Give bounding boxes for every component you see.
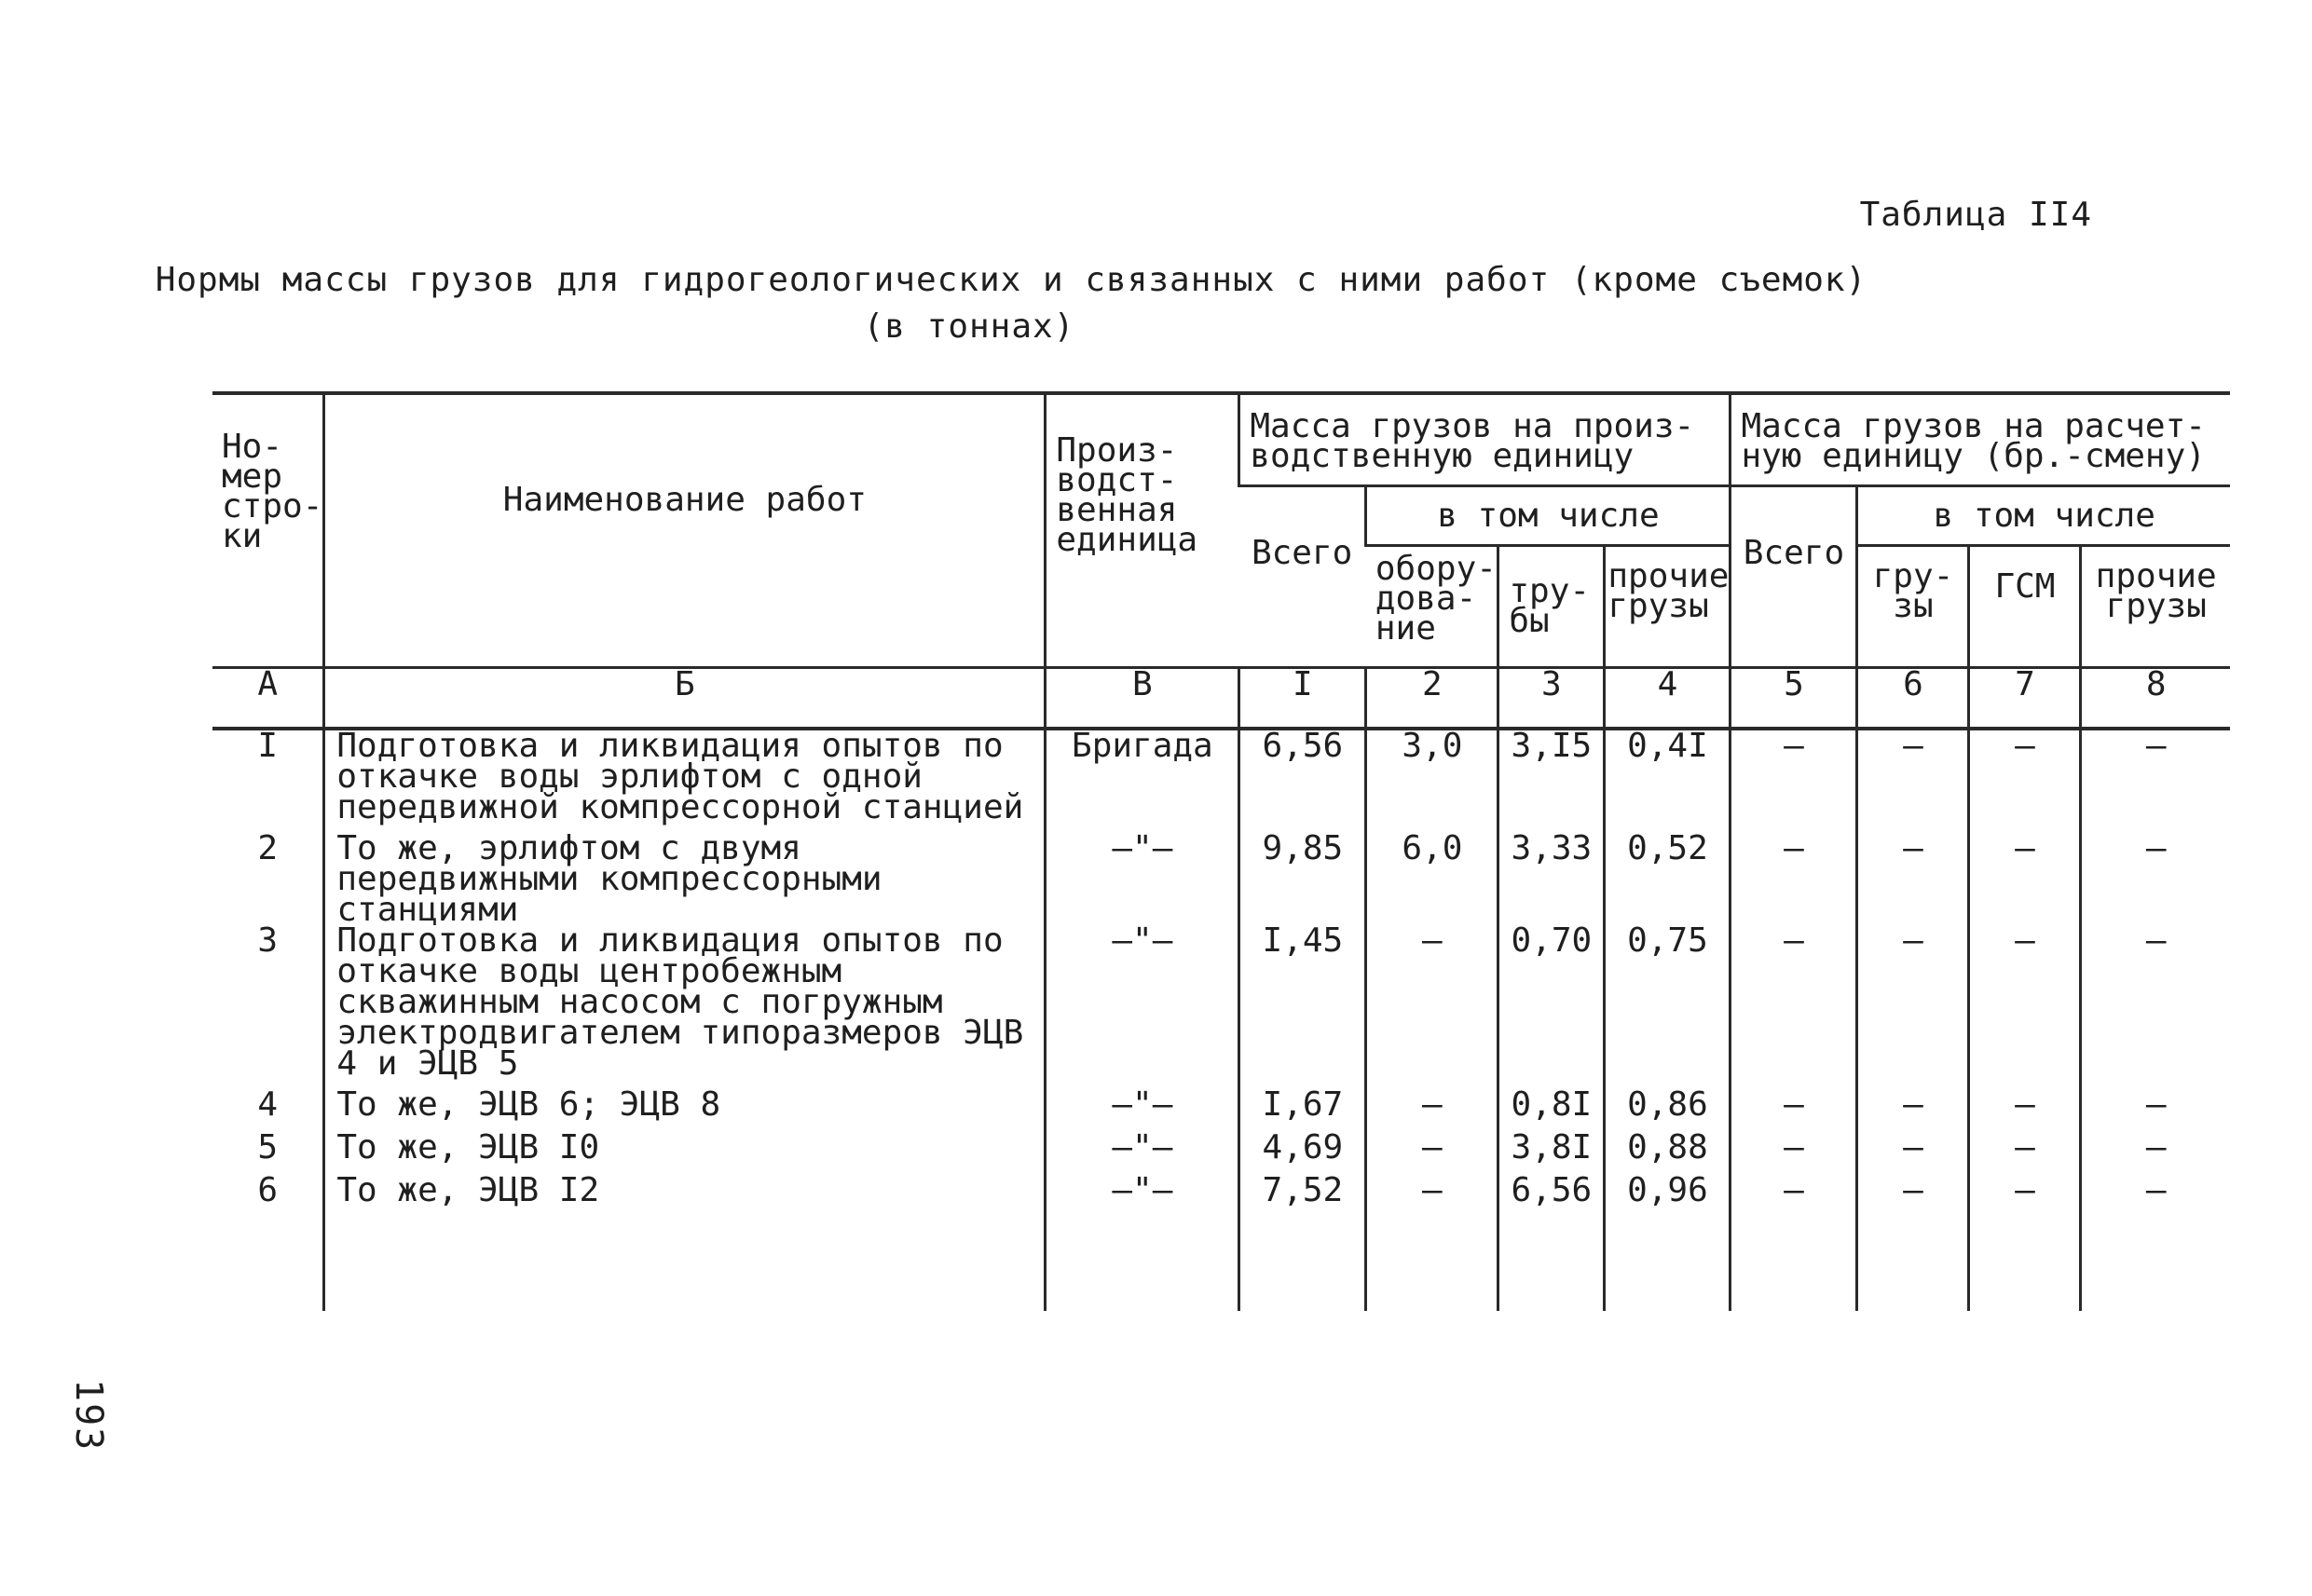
- equipment: 3,0: [1366, 729, 1498, 833]
- total-calc: –: [1731, 729, 1857, 833]
- pipes: 6,56: [1498, 1175, 1605, 1218]
- column-index-row: [212, 668, 2230, 730]
- table-caption: Таблица II4: [1859, 196, 2092, 234]
- work-name: То же, эрлифтом с двумя передвижными компрессорными станциями: [324, 833, 1046, 925]
- column-index: Б: [324, 668, 1046, 730]
- row-number: I: [257, 727, 279, 765]
- total-calc: –: [1731, 1132, 1857, 1175]
- fuel-calc: –: [1969, 1175, 2081, 1218]
- table-row: [212, 729, 2230, 833]
- header-including-prod: в том числе: [1366, 486, 1731, 546]
- pipes: 0,8I: [1498, 1089, 1605, 1132]
- work-name: То же, ЭЦВ 6; ЭЦВ 8: [324, 1089, 1046, 1132]
- other-cargo-calc: –: [2081, 833, 2230, 925]
- fuel-calc: –: [1969, 729, 2081, 833]
- fuel-calc: –: [1969, 833, 2081, 925]
- header-prod-unit: Произ- водст- венная единица: [1046, 393, 1239, 668]
- other-cargo-calc: –: [2081, 925, 2230, 1089]
- prod-unit: Бригада: [1046, 729, 1239, 833]
- header-fuel: ГСМ: [1969, 546, 2081, 668]
- row-number: 4: [257, 1085, 279, 1124]
- fuel-calc: –: [1969, 1132, 2081, 1175]
- cargo-calc: –: [1857, 729, 1969, 833]
- table-row: [212, 1132, 2230, 1175]
- other-cargo-prod: 0,86: [1605, 1089, 1731, 1132]
- other-cargo-prod: 0,4I: [1605, 729, 1731, 833]
- column-index: 5: [1731, 668, 1857, 730]
- other-cargo-calc: –: [2081, 1089, 2230, 1132]
- work-name: Подготовка и ликвидация опытов по откачке воды эрлифтом с одной передвижной компрессорной станцией: [324, 729, 1046, 833]
- header-other-cargo-prod: прочие грузы: [1605, 546, 1731, 668]
- equipment: –: [1366, 1089, 1498, 1132]
- table-row: [212, 1089, 2230, 1132]
- column-index: I: [1239, 668, 1366, 730]
- other-cargo-calc: –: [2081, 1175, 2230, 1218]
- total-prod: I,45: [1239, 925, 1366, 1089]
- total-prod: I,67: [1239, 1089, 1366, 1132]
- cargo-calc: –: [1857, 1175, 1969, 1218]
- prod-unit: –"–: [1046, 833, 1239, 925]
- total-prod: 7,52: [1239, 1175, 1366, 1218]
- total-calc: –: [1731, 833, 1857, 925]
- header-other-cargo-calc: прочие грузы: [2081, 546, 2230, 668]
- column-index: А: [212, 668, 324, 730]
- table-row: [212, 1175, 2230, 1218]
- header-total-prod: Всего: [1251, 534, 1353, 572]
- header-total-calc: Всего: [1731, 486, 1857, 668]
- other-cargo-prod: 0,88: [1605, 1132, 1731, 1175]
- other-cargo-calc: –: [2081, 1132, 2230, 1175]
- row-number: 2: [257, 829, 279, 867]
- row-number: 3: [257, 921, 279, 960]
- header-equipment: обору- дова- ние: [1375, 550, 1497, 648]
- prod-unit: –"–: [1046, 1089, 1239, 1132]
- equipment: –: [1366, 1175, 1498, 1218]
- other-cargo-prod: 0,96: [1605, 1175, 1731, 1218]
- column-index: 8: [2081, 668, 2230, 730]
- pipes: 0,70: [1498, 925, 1605, 1089]
- total-prod: 4,69: [1239, 1132, 1366, 1175]
- column-index: В: [1046, 668, 1239, 730]
- header-work-name: Наименование работ: [324, 393, 1046, 668]
- equipment: –: [1366, 1132, 1498, 1175]
- cargo-calc: –: [1857, 833, 1969, 925]
- fuel-calc: –: [1969, 1089, 2081, 1132]
- pipes: 3,I5: [1498, 729, 1605, 833]
- table-row: [212, 833, 2230, 925]
- prod-unit: –"–: [1046, 925, 1239, 1089]
- equipment: –: [1366, 925, 1498, 1089]
- fuel-calc: –: [1969, 925, 2081, 1089]
- column-index: 4: [1605, 668, 1731, 730]
- table-units-note: (в тоннах): [863, 307, 1075, 346]
- column-index: 6: [1857, 668, 1969, 730]
- total-calc: –: [1731, 1089, 1857, 1132]
- row-number: 6: [257, 1171, 279, 1209]
- header-cargo: гру- зы: [1857, 546, 1969, 668]
- total-calc: –: [1731, 925, 1857, 1089]
- header-group-prod-unit: Масса грузов на произ- водственную единицу: [1239, 393, 1731, 486]
- header-row-number: Но- мер стро- ки: [212, 393, 324, 668]
- page-number: 193: [67, 1379, 110, 1453]
- row-number: 5: [257, 1128, 279, 1166]
- pipes: 3,33: [1498, 833, 1605, 925]
- table-row: [212, 925, 2230, 1089]
- header-group-calc-unit: Масса грузов на расчет- ную единицу (бр.-смену): [1731, 393, 2230, 486]
- work-name: То же, ЭЦВ I2: [324, 1175, 1046, 1218]
- table-title: Нормы массы грузов для гидрогеологических и связанных с ними работ (кроме съемок): [155, 261, 1867, 299]
- pipes: 3,8I: [1498, 1132, 1605, 1175]
- table-bottom-space: [212, 1218, 2230, 1311]
- total-calc: –: [1731, 1175, 1857, 1218]
- header-including-calc: в том числе: [1857, 486, 2230, 546]
- cargo-calc: –: [1857, 925, 1969, 1089]
- other-cargo-calc: –: [2081, 729, 2230, 833]
- prod-unit: –"–: [1046, 1175, 1239, 1218]
- header-pipes: тру- бы: [1498, 546, 1605, 668]
- cargo-calc: –: [1857, 1132, 1969, 1175]
- column-index: 2: [1366, 668, 1498, 730]
- other-cargo-prod: 0,52: [1605, 833, 1731, 925]
- work-name: Подготовка и ликвидация опытов по откачке воды центробежным скважинным насосом с погружным электродвигателем типоразмеров ЭЦВ 4 и ЭЦВ 5: [324, 925, 1046, 1089]
- total-prod: 9,85: [1239, 833, 1366, 925]
- cargo-norms-table: [212, 391, 2230, 1311]
- work-name: То же, ЭЦВ I0: [324, 1132, 1046, 1175]
- total-prod: 6,56: [1239, 729, 1366, 833]
- column-index: 3: [1498, 668, 1605, 730]
- equipment: 6,0: [1366, 833, 1498, 925]
- cargo-calc: –: [1857, 1089, 1969, 1132]
- other-cargo-prod: 0,75: [1605, 925, 1731, 1089]
- column-index: 7: [1969, 668, 2081, 730]
- prod-unit: –"–: [1046, 1132, 1239, 1175]
